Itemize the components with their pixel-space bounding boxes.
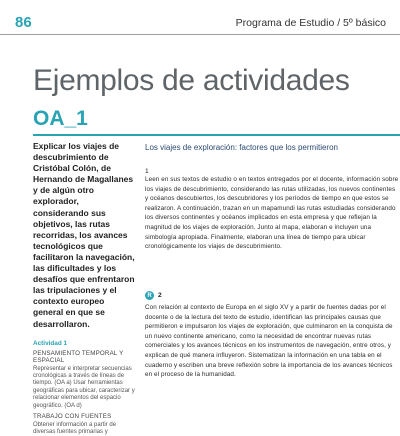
- header-rule: [0, 34, 400, 35]
- activity-column: [145, 141, 400, 252]
- learning-objective: Explicar los viajes de descubrimiento de Cristóbal Colón, de Hernando de Magallanes y de algún otro explorador, considerando sus objetivos, las rutas recorridas, los avances tecnológicos que facilitaron la navegación, las dificultades y los desafíos que enfrentaron las tripulaciones y el contexto europeo general en que se desarrollaron.: [33, 141, 135, 329]
- item-1-text: Leen en sus textos de estudio o en textos entregados por el docente, información sobre los viajes de descubrimiento, considerando las rutas utilizadas, los nuevos continentes y océanos descubiertos, los descubridores y los períodos de tiempo en que estos se realizaron. A continuación, trazan en un mapamundi las rutas estudiadas considerando los diversos continentes y océanos implicados en esta empresa y que reflejan la magnitud de los viajes de exploración. Junto al mapa, elaboran e incluyen una simbología apropiada. Finalmente, elaboran una línea de tiempo para ubicar cronológicamente los viajes de descubrimiento.: [145, 176, 399, 251]
- item-1-number: 1: [145, 168, 149, 175]
- running-head: Programa de Estudio / 5º básico: [235, 17, 386, 29]
- item-2-head: [145, 291, 400, 300]
- item-2-text: Con relación al contexto de Europa en el siglo XV y a partir de fuentes dadas por el docente o de la lectura del texto de estudio, identifican las principales causas que permitieron e impulsaron los viajes de exploración, que culminaron en la conquista de un nuevo continente americano, como la necesidad de encontrar nuevas rutas comerciales y los avances técnicos en los instrumentos de navegación, entre otros, y explican de qué manera influyeron. Sistematizan la información en una tabla en el cuaderno y escriben una breve reflexión sobre la importancia de los avances técnicos en el proceso de la humanidad.: [145, 304, 393, 379]
- page-number: 86: [15, 14, 32, 31]
- oa-rule: [33, 134, 400, 136]
- item-2-number: 2: [158, 292, 162, 299]
- activity-title: Los viajes de exploración: factores que los permitieron: [145, 143, 338, 152]
- left-column: [33, 141, 135, 436]
- activity-item-2: [145, 291, 400, 380]
- skill-text-sources: Obtener información a partir de diversas fuentes primarias y: [33, 421, 117, 435]
- skill-text-temporal: Representar e interpretar secuencias cronológicas a través de líneas de tiempo. (OA a) Usar herramientas geográficas para ubicar, caracterizar y relacionar elementos del espacio geográfico. (OA d): [33, 365, 135, 409]
- oa-code: OA_1: [33, 107, 88, 130]
- activity-label: Actividad 1: [33, 339, 68, 347]
- skill-title-temporal: PENSAMIENTO TEMPORAL Y ESPACIAL: [33, 349, 124, 365]
- connection-badge-icon: R: [145, 291, 154, 300]
- skill-title-sources: TRABAJO CON FUENTES: [33, 413, 112, 421]
- section-title: Ejemplos de actividades: [33, 64, 350, 97]
